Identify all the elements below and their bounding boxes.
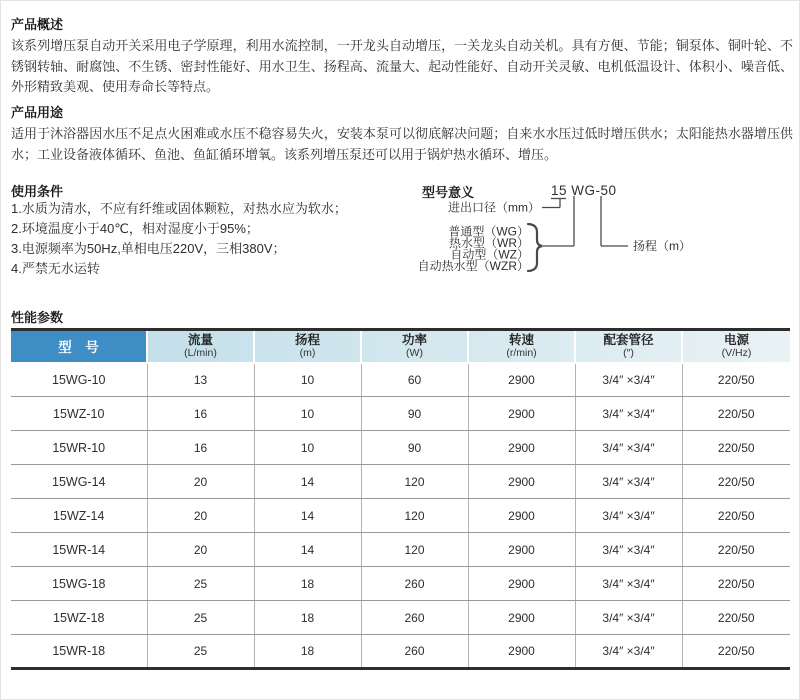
conditions-list — [11, 199, 411, 279]
speed-column-header — [468, 330, 575, 363]
speed-cell: 2900 — [468, 363, 575, 397]
power-cell: 120 — [361, 465, 468, 499]
table-row — [11, 499, 790, 533]
power-cell: 260 — [361, 601, 468, 635]
model-code-text: 15 WG-50 — [551, 183, 617, 198]
pipe-cell: 3/4″ ×3/4″ — [575, 567, 682, 601]
supply-column-header — [682, 330, 790, 363]
power-cell: 260 — [361, 567, 468, 601]
pipe-cell: 3/4″ ×3/4″ — [575, 465, 682, 499]
inlet-diameter-label: 进出口径（mm） — [448, 200, 540, 215]
flow-cell: 25 — [147, 567, 254, 601]
column-header-unit: (L/min) — [184, 347, 217, 360]
condition-item: 2.环境温度小于40℃，相对湿度小于95%； — [11, 221, 259, 236]
model-column-header: 型 号 — [11, 330, 147, 363]
flow-cell: 20 — [147, 533, 254, 567]
head-cell: 10 — [254, 363, 361, 397]
table-row — [11, 567, 790, 601]
head-label: 扬程（m） — [633, 239, 691, 253]
flow-cell: 13 — [147, 363, 254, 397]
power-cell: 90 — [361, 431, 468, 465]
power-cell: 260 — [361, 635, 468, 669]
table-row — [11, 397, 790, 431]
model-code-diagram — [416, 179, 800, 291]
pump-type-label: 自动型（WZ） — [450, 247, 529, 262]
flow-cell: 20 — [147, 499, 254, 533]
condition-item: 4.严禁无水运转 — [11, 261, 100, 276]
model-cell: 15WZ-10 — [11, 397, 147, 431]
supply-cell: 220/50 — [682, 397, 790, 431]
table-row — [11, 635, 790, 669]
speed-cell: 2900 — [468, 601, 575, 635]
supply-cell: 220/50 — [682, 431, 790, 465]
flow-column-header — [147, 330, 254, 363]
performance-table-body — [11, 363, 790, 669]
pipe-column-header — [575, 330, 682, 363]
speed-cell: 2900 — [468, 533, 575, 567]
pipe-cell: 3/4″ ×3/4″ — [575, 397, 682, 431]
pump-type-label: 热水型（WR） — [449, 236, 529, 250]
supply-cell: 220/50 — [682, 601, 790, 635]
model-cell: 15WR-10 — [11, 431, 147, 465]
supply-cell: 220/50 — [682, 465, 790, 499]
pipe-cell: 3/4″ ×3/4″ — [575, 635, 682, 669]
head-column-header — [254, 330, 361, 363]
speed-cell: 2900 — [468, 397, 575, 431]
usage-body-text: 适用于沐浴器因水压不足点火困难或水压不稳容易失火，安装本泵可以彻底解决问题；自来水水压过低时增压供水；太阳能热水器增压供水；工业设备液体循环、鱼池、鱼缸循环增氧。该系列增压泵还可以用于锅炉热水循环、增压。 — [11, 126, 793, 162]
column-header-unit: (W) — [406, 347, 423, 360]
pipe-cell: 3/4″ ×3/4″ — [575, 499, 682, 533]
pipe-cell: 3/4″ ×3/4″ — [575, 431, 682, 465]
performance-table-header — [11, 330, 790, 363]
model-cell: 15WG-10 — [11, 363, 147, 397]
flow-cell: 25 — [147, 601, 254, 635]
head-cell: 14 — [254, 465, 361, 499]
model-cell: 15WR-14 — [11, 533, 147, 567]
overview-section-title: 产品概述 — [11, 17, 64, 32]
speed-cell: 2900 — [468, 567, 575, 601]
column-header-name: 电源 — [723, 333, 749, 348]
conditions-section-title: 使用条件 — [11, 184, 64, 199]
type-brace-glyph — [528, 224, 543, 271]
pump-type-label: 自动热水型（WZR） — [417, 259, 529, 273]
column-header-name: 功率 — [401, 333, 427, 348]
pipe-cell: 3/4″ ×3/4″ — [575, 533, 682, 567]
model-cell: 15WR-18 — [11, 635, 147, 669]
table-row — [11, 431, 790, 465]
supply-cell: 220/50 — [682, 499, 790, 533]
speed-cell: 2900 — [468, 635, 575, 669]
speed-cell: 2900 — [468, 431, 575, 465]
pipe-cell: 3/4″ ×3/4″ — [575, 363, 682, 397]
column-header-unit: (″) — [623, 347, 634, 360]
model-cell: 15WZ-14 — [11, 499, 147, 533]
table-row — [11, 363, 790, 397]
model-meaning-section-title: 型号意义 — [422, 185, 475, 200]
head-cell: 14 — [254, 499, 361, 533]
power-cell: 90 — [361, 397, 468, 431]
head-cell: 18 — [254, 567, 361, 601]
supply-cell: 220/50 — [682, 363, 790, 397]
column-header-unit: (V/Hz) — [721, 347, 752, 360]
table-row — [11, 533, 790, 567]
model-cell: 15WG-18 — [11, 567, 147, 601]
model-cell: 15WG-14 — [11, 465, 147, 499]
column-header-name: 转速 — [508, 333, 534, 348]
supply-cell: 220/50 — [682, 533, 790, 567]
power-cell: 120 — [361, 499, 468, 533]
column-header-name: 配套管径 — [603, 333, 654, 348]
power-cell: 120 — [361, 533, 468, 567]
head-cell: 18 — [254, 601, 361, 635]
performance-section-title: 性能参数 — [11, 310, 64, 325]
condition-item: 3.电源频率为50Hz,单相电压220V，三相380V； — [11, 241, 286, 256]
head-cell: 18 — [254, 635, 361, 669]
flow-cell: 16 — [147, 397, 254, 431]
condition-item: 1.水质为清水，不应有纤维或固体颗粒，对热水应为软水； — [11, 201, 347, 216]
performance-table — [11, 328, 790, 670]
head-cell: 10 — [254, 431, 361, 465]
table-row — [11, 601, 790, 635]
head-cell: 14 — [254, 533, 361, 567]
head-cell: 10 — [254, 397, 361, 431]
flow-cell: 25 — [147, 635, 254, 669]
pipe-cell: 3/4″ ×3/4″ — [575, 601, 682, 635]
model-cell: 15WZ-18 — [11, 601, 147, 635]
table-row — [11, 465, 790, 499]
power-cell: 60 — [361, 363, 468, 397]
pump-type-label: 普通型（WG） — [448, 224, 529, 239]
column-header-unit: (r/min) — [506, 347, 537, 360]
column-header-name: 扬程 — [294, 333, 320, 348]
column-header-unit: (m) — [299, 347, 316, 360]
column-header-name: 流量 — [187, 333, 213, 348]
usage-section-title: 产品用途 — [11, 105, 64, 120]
speed-cell: 2900 — [468, 465, 575, 499]
power-column-header — [361, 330, 468, 363]
overview-body-text: 该系列增压泵自动开关采用电子学原理，利用水流控制，一开龙头自动增压，一关龙头自动关机。具有方便、节能；铜泵体、铜叶轮、不锈钢转轴、耐腐蚀、不生锈、密封性能好、用水卫生、扬程高、流量大、起动性能好、自动开关灵敏、电机低温设计、体积小、噪音低、外形精致美观、使用寿命长等特点。 — [11, 38, 793, 94]
flow-cell: 16 — [147, 431, 254, 465]
supply-cell: 220/50 — [682, 635, 790, 669]
speed-cell: 2900 — [468, 499, 575, 533]
flow-cell: 20 — [147, 465, 254, 499]
supply-cell: 220/50 — [682, 567, 790, 601]
header-row — [11, 330, 790, 363]
